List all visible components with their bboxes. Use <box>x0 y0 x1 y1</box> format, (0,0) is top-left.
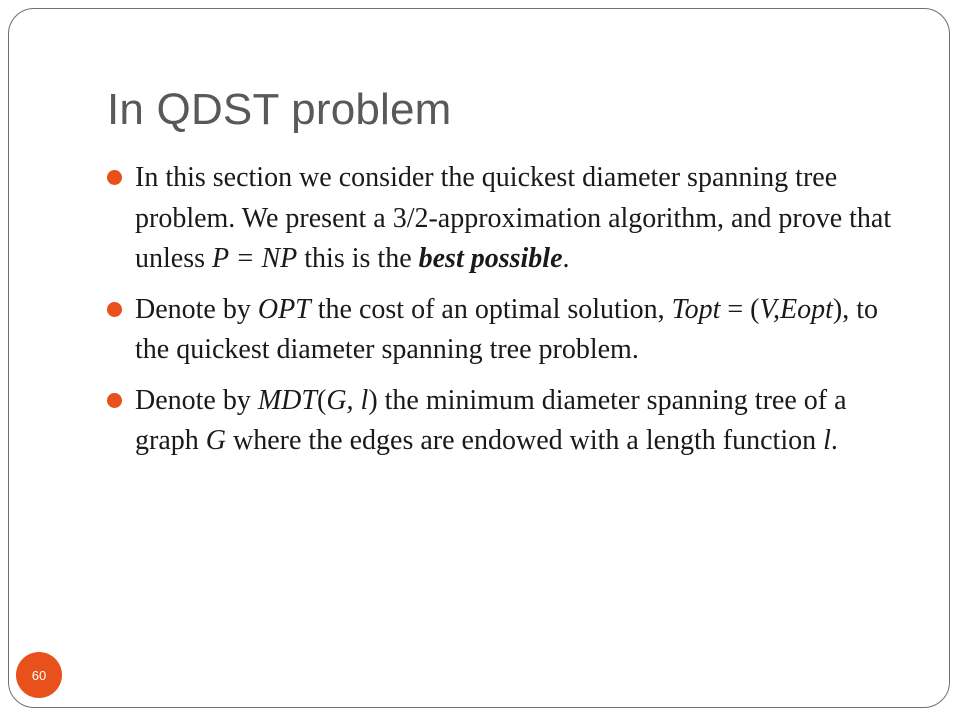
bullet-dot-icon <box>107 170 122 185</box>
bullet-text-segment: Denote by <box>135 384 258 416</box>
bullet-text <box>135 385 847 457</box>
bullet-text <box>135 162 891 274</box>
math-expression: P = NP <box>212 243 298 274</box>
bullet-dot-icon <box>107 393 122 408</box>
bullet-text-segment: In this section we consider the quickest diameter spanning tree problem. We present a 3/2-approximation algorithm, and prove that unless <box>135 162 892 274</box>
math-expression: l <box>823 425 831 456</box>
bullet-dot-icon <box>107 302 122 317</box>
math-expression: OPT <box>257 293 311 325</box>
bullet-item <box>107 158 897 280</box>
emphasis-text: best possible <box>418 243 563 274</box>
math-expression: V,Eopt <box>759 293 833 325</box>
bullet-text-segment: . <box>562 243 570 274</box>
page-number-badge: 60 <box>16 652 62 698</box>
bullet-text-segment: where the edges are endowed with a length function <box>226 425 824 456</box>
bullet-text-segment: the cost of an optimal solution, <box>310 293 672 325</box>
slide-title: In QDST problem <box>107 85 452 134</box>
bullet-text-segment: ) the minimum diameter spanning tree of a graph <box>135 384 847 456</box>
math-expression: G <box>205 425 226 456</box>
math-expression: Topt <box>671 293 721 325</box>
bullet-text-segment: ), to the quickest diameter spanning tree problem. <box>135 293 879 365</box>
bullet-text <box>135 294 878 366</box>
bullet-text-segment: ( <box>316 384 327 416</box>
bullet-text-segment: Denote by <box>135 293 258 325</box>
math-expression: MDT <box>257 384 317 416</box>
math-expression: G, l <box>326 384 369 416</box>
bullet-item <box>107 381 897 462</box>
bullet-text-segment: . <box>830 425 838 456</box>
bullet-text-segment: = ( <box>720 293 760 325</box>
bullet-text-segment: this is the <box>297 243 419 274</box>
slide-body <box>107 158 897 472</box>
bullet-item <box>107 290 897 371</box>
